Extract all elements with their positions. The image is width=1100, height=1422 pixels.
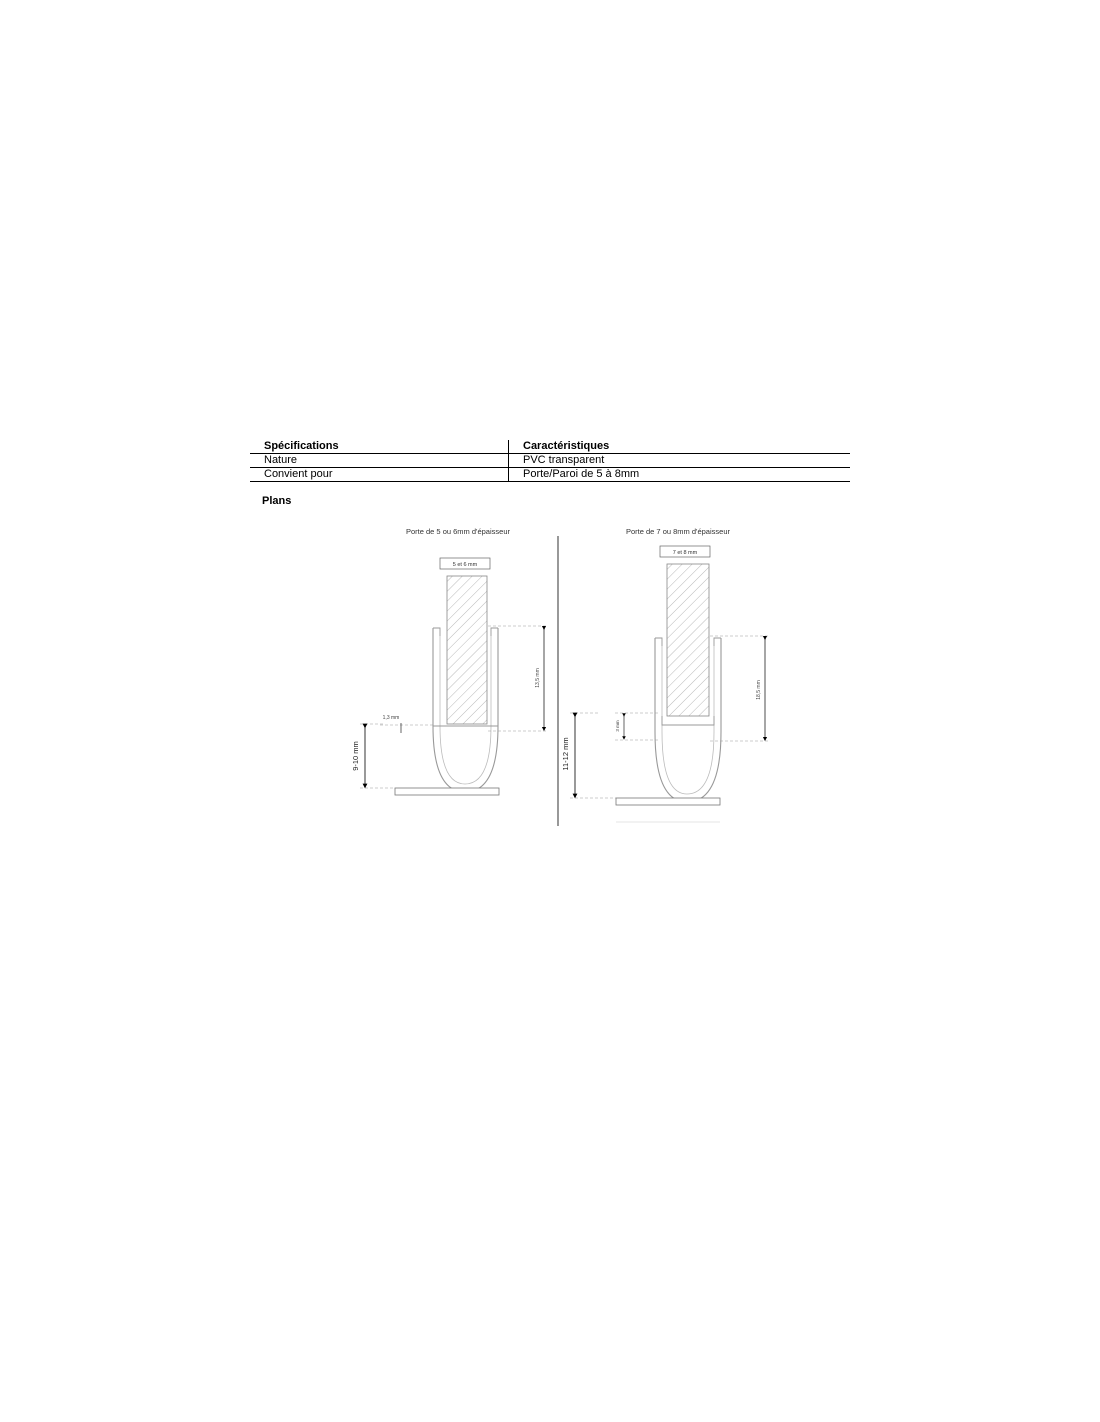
left-glass-panel: [447, 576, 487, 724]
row-value: PVC transparent: [509, 454, 851, 468]
plans-heading: Plans: [262, 495, 292, 507]
header-specifications: Spécifications: [250, 440, 509, 454]
right-bottom-label: 11-12 mm: [561, 737, 570, 771]
right-inner-label: 3 mm: [615, 720, 620, 732]
left-glass-label: 5 et 6 mm: [452, 562, 478, 568]
right-profile: [561, 527, 770, 822]
header-caracteristiques: Caractéristiques: [509, 440, 851, 454]
row-value: Porte/Paroi de 5 à 8mm: [509, 468, 851, 482]
row-label: Nature: [250, 454, 509, 468]
right-floor: [616, 798, 720, 805]
table-row: [250, 454, 850, 468]
left-height-label: 13,5 mm: [535, 668, 541, 688]
right-glass-panel: [667, 564, 709, 716]
left-profile: [351, 527, 546, 795]
left-gap-label: 1,3 mm: [382, 715, 400, 721]
technical-drawing: [330, 520, 770, 835]
specifications-table: [250, 440, 850, 482]
right-glass-label: 7 et 8 mm: [672, 550, 698, 556]
left-floor: [395, 788, 499, 795]
table-header-row: [250, 440, 850, 454]
table-row: [250, 468, 850, 482]
left-bottom-label: 9-10 mm: [351, 741, 360, 771]
left-caption: Porte de 5 ou 6mm d'épaisseur: [406, 527, 510, 536]
right-caption: Porte de 7 ou 8mm d'épaisseur: [626, 527, 730, 536]
row-label: Convient pour: [250, 468, 509, 482]
right-height-label: 18,5 mm: [756, 680, 762, 700]
